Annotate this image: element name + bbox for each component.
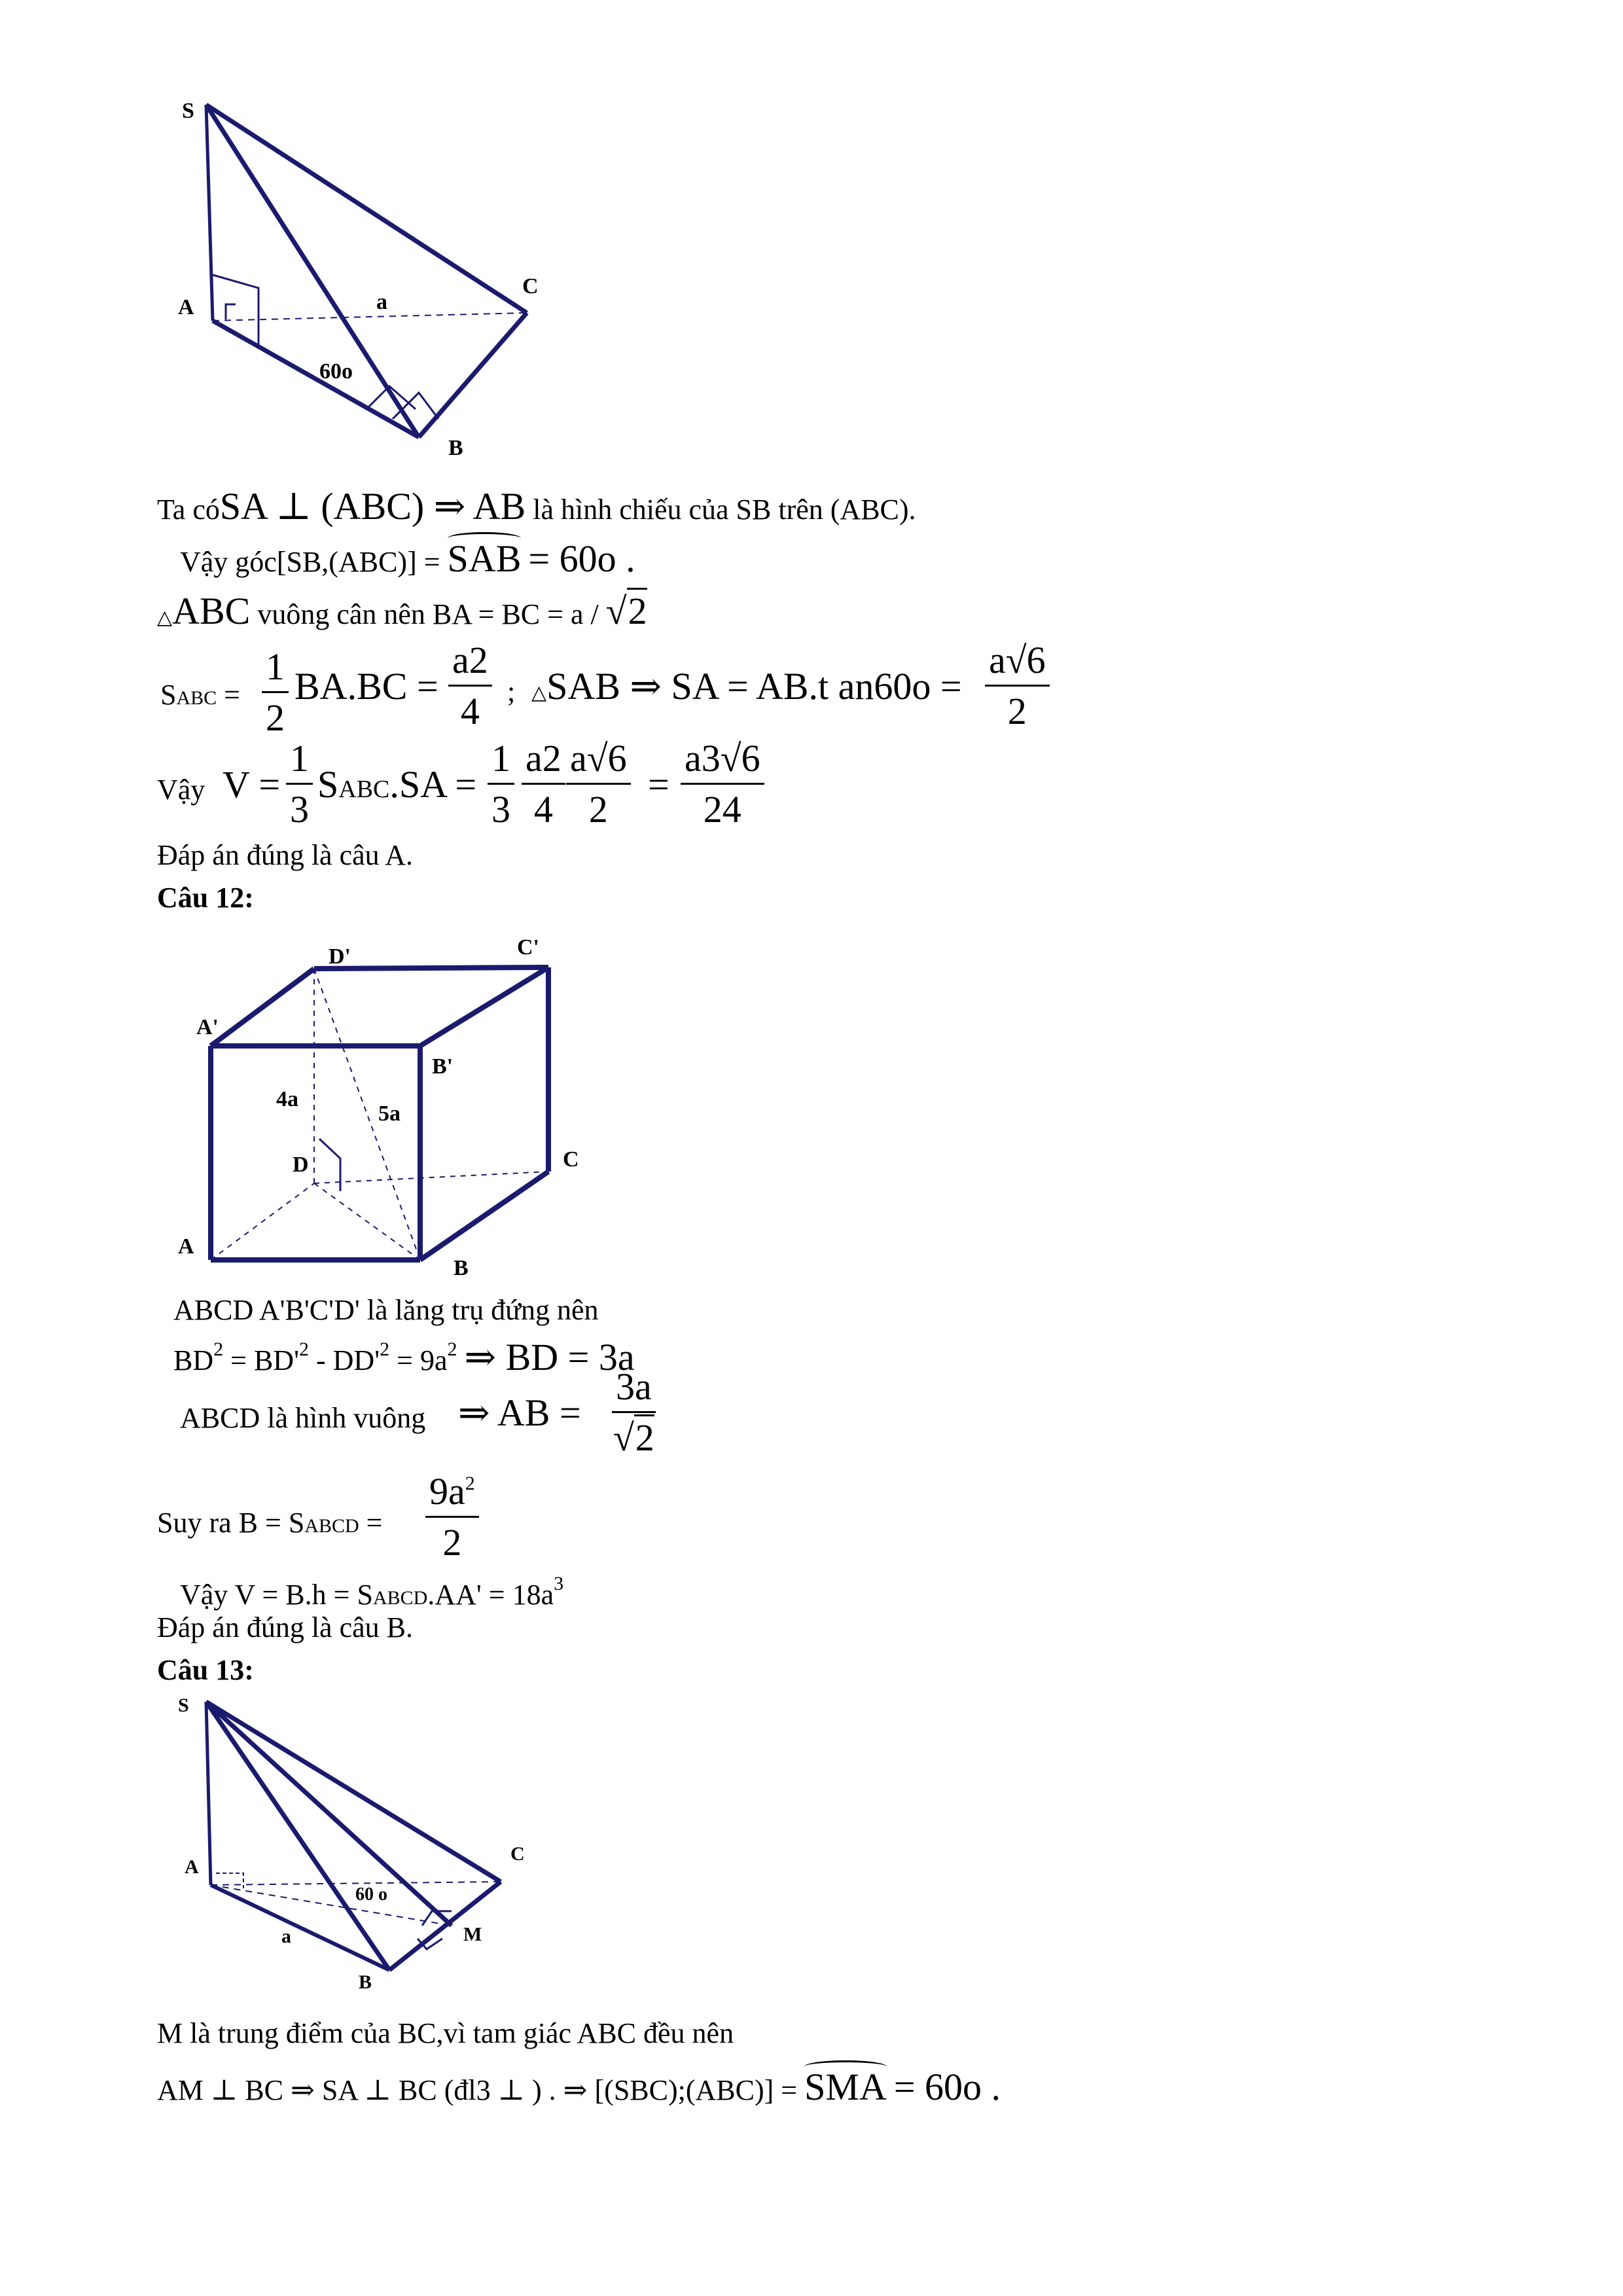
s12-l4-text: Suy ra B = S	[157, 1507, 305, 1539]
s12-l5-a: Vậy V = B.h = S	[180, 1579, 373, 1611]
s11-l3-tri: ABC	[172, 590, 251, 632]
s11-l5-V: V =	[223, 763, 281, 806]
s13-line1: M là trung điểm của BC,vì tam giác ABC đều nên	[157, 2017, 734, 2049]
frac-num: 3a	[612, 1365, 656, 1413]
frac-den: 4	[460, 690, 480, 732]
s11-l5-frac2	[488, 736, 514, 831]
s12-line1: ABCD A'B'C'D' là lăng trụ đứng nên	[173, 1294, 599, 1326]
fig1-label-A: A	[178, 295, 194, 319]
s12-l2-c: = BD'	[223, 1344, 299, 1376]
s12-l2-e: - DD'	[309, 1344, 380, 1376]
sqrt-radicand: 2	[634, 1414, 654, 1459]
s11-l5-pre: Vậy	[157, 774, 205, 806]
fig2-label-d: 5a	[378, 1102, 401, 1126]
s11-l4-s	[160, 681, 240, 709]
s12-l2-math: ⇒ BD = 3a	[464, 1336, 635, 1378]
fig3-label-B: B	[359, 1971, 372, 1993]
s11-l4-frac2	[448, 638, 492, 733]
s11-answer: Đáp án đúng là câu A.	[157, 839, 413, 871]
s12-line5	[180, 1574, 563, 1609]
s12-l4-n: 9a	[429, 1470, 465, 1513]
fig2-label-A1: A'	[196, 1015, 219, 1039]
frac-den: 2	[442, 1521, 462, 1564]
s11-l1-pre: Ta có	[157, 493, 220, 526]
s11-l5-sub: ABC	[338, 776, 390, 803]
triangle-icon: △	[531, 682, 547, 704]
s11-l5-frac1	[286, 736, 313, 831]
fig3-label-S: S	[178, 1695, 189, 1716]
frac-num: a√6	[985, 638, 1050, 687]
s11-l5-sa: .SA =	[389, 763, 477, 806]
fig2-label-D1: D'	[329, 944, 351, 969]
s11-l3-text: vuông cân nên BA = BC = a /	[257, 598, 599, 630]
s12-l4-sub: ABCD	[304, 1515, 359, 1537]
s12-answer: Đáp án đúng là câu B.	[157, 1611, 413, 1643]
s11-l2-pre: Vậy góc[SB,(ABC)] =	[180, 546, 440, 578]
s13-line2	[157, 2068, 1001, 2106]
s11-l4-sub: ABC	[176, 687, 217, 709]
s11-l5-eq: =	[648, 763, 669, 806]
s12-l5-b: .AA' = 18a	[427, 1579, 554, 1611]
fig2-label-C1: C'	[517, 935, 539, 960]
frac-den: 3	[290, 788, 309, 831]
s12-l3-frac	[612, 1365, 656, 1460]
fig2-label-D: D	[293, 1153, 309, 1177]
s11-l3-root: 2	[627, 588, 647, 632]
fig3-label-A: A	[185, 1856, 199, 1878]
s11-l2-arc-text: SAB	[447, 537, 522, 580]
frac-num: 1	[262, 645, 289, 693]
s11-l5-frac5	[681, 736, 764, 831]
frac-num: a√6	[566, 736, 631, 785]
s12-line4	[157, 1509, 382, 1537]
s11-line2	[180, 537, 635, 580]
frac-den: √2	[612, 1413, 656, 1460]
s12-l4-eq: =	[359, 1507, 383, 1539]
fig2-label-B1: B'	[432, 1054, 454, 1079]
fig1-label-S: S	[182, 99, 194, 123]
fig1-label-a: a	[376, 290, 387, 314]
s11-l5-frac4	[566, 736, 631, 831]
s11-l4-S: S	[160, 679, 177, 711]
frac-den: 4	[533, 788, 553, 831]
s12-l4-frac	[425, 1469, 479, 1564]
s11-l1-post: là hình chiếu của SB trên (ABC).	[533, 493, 916, 526]
s12-l5-sub: ABCD	[372, 1587, 428, 1609]
fig1-label-C: C	[522, 274, 539, 298]
fig2-label-C: C	[563, 1147, 579, 1172]
s11-l4-frac3	[985, 638, 1050, 733]
frac-num	[425, 1469, 479, 1518]
frac-den: 2	[266, 696, 285, 739]
fig1-angle-label: 60o	[319, 359, 353, 384]
frac-num: 1	[286, 736, 313, 785]
s13-l2-a: AM ⊥ BC ⇒ SA ⊥ BC (đl3 ⊥ ) . ⇒ [(SBC);(ABC)] =	[157, 2074, 798, 2106]
q13-title: Câu 13:	[157, 1654, 254, 1686]
sqrt-icon: √	[605, 590, 627, 632]
frac-den: 3	[491, 788, 510, 831]
frac-den: 2	[1007, 690, 1027, 732]
frac-num: a2	[448, 638, 492, 687]
s12-l2-f: 2	[380, 1338, 390, 1360]
fig3-label-C: C	[510, 1843, 525, 1865]
s11-l4-frac1	[262, 645, 289, 740]
s13-l2-arc-text: SMA	[804, 2066, 887, 2108]
s12-l2-a: BD	[173, 1344, 214, 1376]
fig3-angle-label: 60 o	[355, 1884, 387, 1905]
s11-l2-angle	[448, 537, 522, 580]
q12-title: Câu 12:	[157, 882, 254, 914]
fig1-label-B: B	[448, 436, 463, 460]
s11-l5-S: S	[317, 763, 339, 806]
fig2-label-A: A	[178, 1234, 194, 1259]
s12-l2-g: = 9a	[389, 1344, 448, 1376]
s11-l4-mid: BA.BC =	[294, 665, 438, 708]
s11-l5-frac3	[522, 736, 565, 831]
fig2-label-h: 4a	[276, 1087, 298, 1111]
s11-l4-eq: =	[224, 679, 240, 711]
s11-l2-post: = 60o .	[528, 537, 635, 580]
s11-line1	[157, 485, 916, 528]
s12-l2-d: 2	[299, 1338, 309, 1360]
frac-num: a2	[522, 736, 565, 785]
triangle-icon: △	[157, 607, 173, 628]
s11-l4-semi: ;	[507, 675, 516, 708]
s13-l2-post: = 60o .	[893, 2066, 1001, 2108]
figure-1-pyramid	[206, 105, 527, 437]
s13-l2-angle	[804, 2066, 887, 2108]
fig3-label-M: M	[463, 1924, 482, 1945]
s12-l5-sup: 3	[554, 1573, 564, 1594]
frac-den: 2	[588, 788, 608, 831]
s11-l4-sab	[531, 665, 962, 708]
figure-3-pyramid	[206, 1702, 501, 1970]
s12-l2-h: 2	[447, 1338, 457, 1360]
frac-num: 1	[488, 736, 514, 785]
s11-l4-sab-text: SAB ⇒ SA = AB.t an60o =	[546, 665, 962, 708]
frac-num: a3√6	[681, 736, 764, 785]
frac-den: 24	[703, 788, 741, 831]
s11-line3	[157, 592, 647, 630]
fig2-label-B: B	[454, 1256, 469, 1280]
s12-l2-b: 2	[213, 1338, 224, 1360]
s12-line2	[173, 1338, 635, 1376]
s11-l1-math: SA ⊥ (ABC) ⇒ AB	[219, 485, 526, 528]
s12-l4-sup: 2	[465, 1473, 475, 1494]
s11-l5-s	[317, 763, 477, 806]
s12-l3-math: ⇒ AB =	[458, 1391, 581, 1434]
s12-l3-text: ABCD là hình vuông	[180, 1402, 426, 1434]
fig3-label-a: a	[281, 1926, 291, 1947]
